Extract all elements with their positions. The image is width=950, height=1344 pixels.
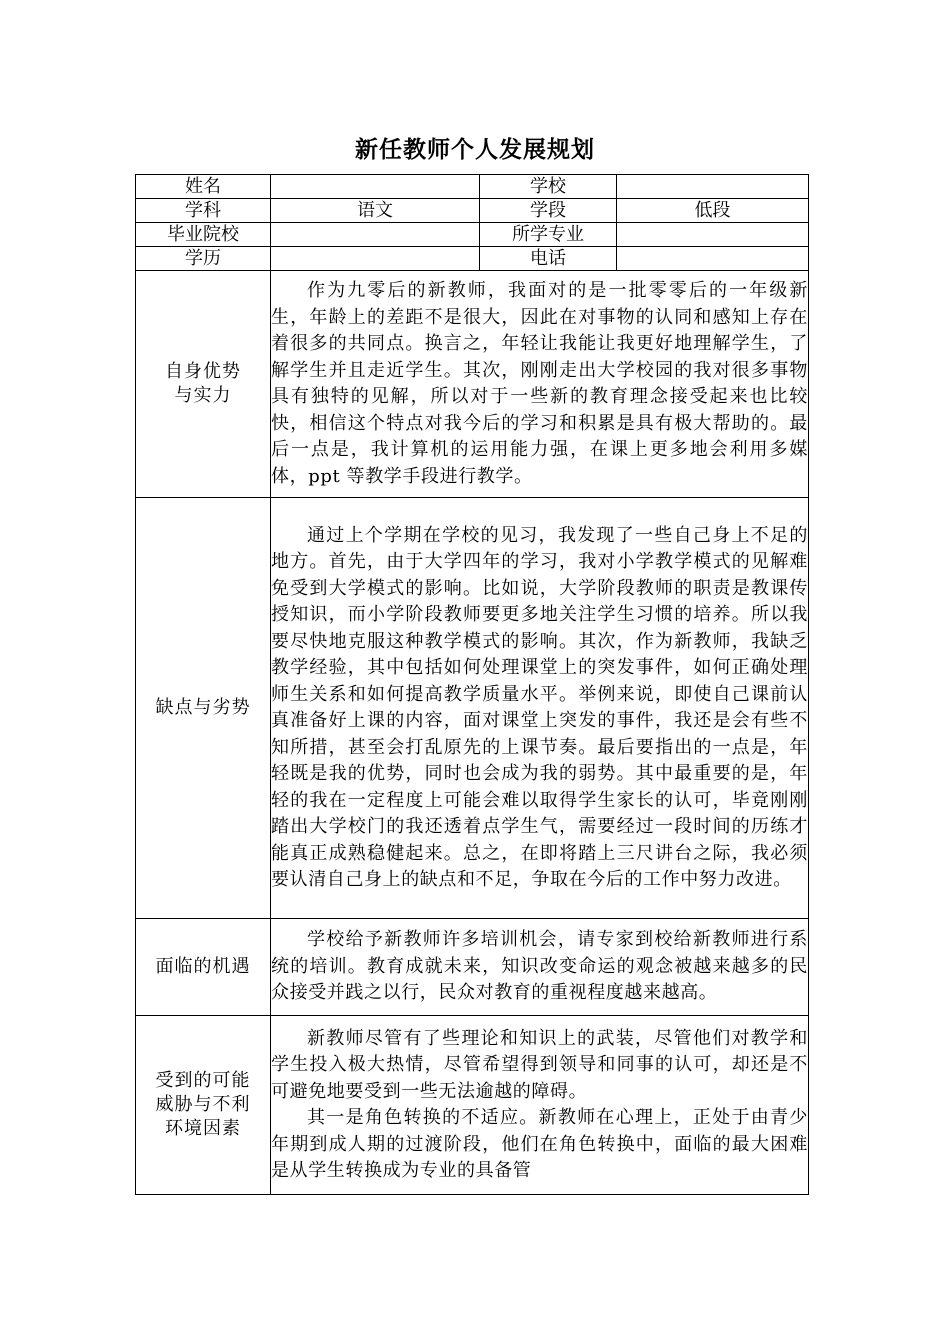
opportunities-label: 面临的机遇	[136, 919, 271, 1016]
weaknesses-paragraph: 通过上个学期在学校的见习，我发现了一些自己身上不足的地方。首先，由于大学四年的学习，我对小学教学模式的见解难免受到大学模式的影响。比如说，大学阶段教师的职责是教课传授知识，而小学阶段教师要更多地关注学生习惯的培养。所以我要尽快地克服这种教学模式的影响。其次，作为新教师，我缺乏教学经验，其中包括如何处理课堂上的突发事件，如何正确处理师生关系和如何提高教学质量水平。举例来说，即使自己课前认真准备好上课的内容，面对课堂上突发的事件，我还是会有些不知所措，甚至会打乱原先的上课节奏。最后要指出的一点是，年轻既是我的优势，同时也会成为我的弱势。其中最重要的是，年轻的我在一定程度上可能会难以取得学生家长的认可，毕竟刚刚踏出大学校门的我还透着点学生气，需要经过一段时间的历练才能真正成熟稳健起来。总之，在即将踏上三尺讲台之际，我必须要认清自己身上的缺点和不足，争取在今后的工作中努力改进。	[271, 524, 808, 890]
major-label: 所学专业	[480, 223, 617, 247]
threats-label-text: 受到的可能 威胁与不利 环境因素	[155, 1070, 251, 1139]
row-weaknesses	[136, 498, 809, 919]
school-field[interactable]	[617, 175, 809, 199]
phone-label: 电话	[480, 247, 617, 271]
school-label: 学校	[480, 175, 617, 199]
subject-field[interactable]: 语文	[271, 199, 480, 223]
row-college-major	[136, 223, 809, 247]
college-field[interactable]	[271, 223, 480, 247]
threats-label	[136, 1016, 271, 1195]
row-subject-stage	[136, 199, 809, 223]
stage-label: 学段	[480, 199, 617, 223]
weaknesses-content	[271, 498, 809, 919]
threats-paragraph-1: 新教师尽管有了些理论和知识上的武装，尽管他们对教学和学生投入极大热情，尽管希望得到领导和同事的认可，却还是不可避免地要受到一些无法逾越的障碍。	[271, 1027, 808, 1102]
degree-label: 学历	[136, 247, 271, 271]
row-strengths	[136, 271, 809, 498]
weaknesses-label: 缺点与劣势	[136, 498, 271, 919]
name-field[interactable]	[271, 175, 480, 199]
degree-field[interactable]	[271, 247, 480, 271]
strengths-label	[136, 271, 271, 498]
opportunities-paragraph: 学校给予新教师许多培训机会，请专家到校给新教师进行系统的培训。教育成就未来，知识改变命运的观念被越来越多的民众接受并践之以行，民众对教育的重视程度越来越高。	[271, 929, 808, 1004]
name-label: 姓名	[136, 175, 271, 199]
row-name-school	[136, 175, 809, 199]
college-label: 毕业院校	[136, 223, 271, 247]
opportunities-content	[271, 919, 809, 1016]
row-degree-phone	[136, 247, 809, 271]
major-field[interactable]	[617, 223, 809, 247]
stage-field[interactable]: 低段	[617, 199, 809, 223]
strengths-paragraph: 作为九零后的新教师，我面对的是一批零零后的一年级新生，年龄上的差距不是很大，因此在对事物的认同和感知上存在着很多的共同点。换言之，年轻让我能让我更好地理解学生，了解学生并且走近学生。其次，刚刚走出大学校园的我对很多事物具有独特的见解，所以对于一些新的教育理念接受起来也比较快，相信这个特点对我今后的学习和积累是具有极大帮助的。最后一点是，我计算机的运用能力强，在课上更多地会利用多媒体，ppt 等教学手段进行教学。	[271, 280, 808, 487]
phone-field[interactable]	[617, 247, 809, 271]
threats-content	[271, 1016, 809, 1195]
threats-paragraph-2: 其一是角色转换的不适应。新教师在心理上，正处于由青少年期到成人期的过渡阶段，他们在角色转换中，面临的最大困难是从学生转换成为专业的具备管	[271, 1107, 808, 1181]
page-title: 新任教师个人发展规划	[355, 137, 595, 163]
strengths-label-text: 自身优势 与实力	[165, 361, 241, 406]
subject-label: 学科	[136, 199, 271, 223]
row-threats	[136, 1016, 809, 1195]
row-opportunities	[136, 919, 809, 1016]
strengths-content	[271, 271, 809, 498]
plan-table	[135, 174, 809, 1195]
